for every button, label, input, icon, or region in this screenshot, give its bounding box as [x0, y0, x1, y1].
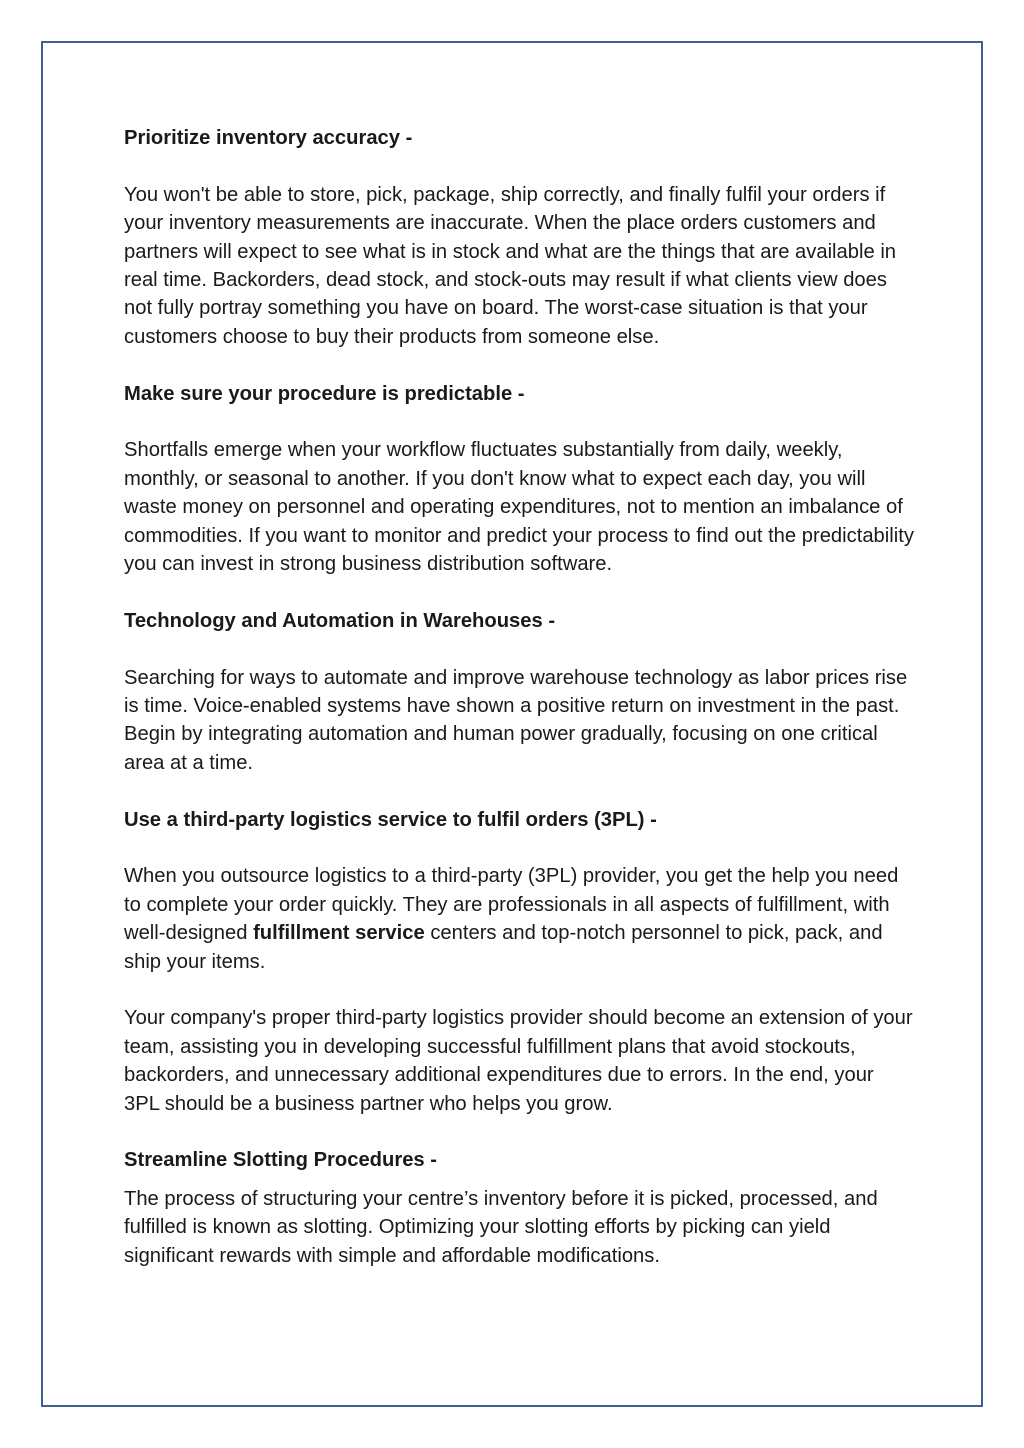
paragraph-text: centers and top-notch personnel to pick, pack, and ship your items. — [124, 922, 883, 973]
section-heading: Technology and Automation in Warehouses - — [124, 609, 556, 632]
section-paragraph: Your company's proper third-party logistics provider should become an extension of your team, assisting you in developing successful fulfillment plans that avoid stockouts, backorders, and unnecessary additional expenditures due to errors. In the end, your 3PL should be a business partner who helps you grow. — [124, 1007, 913, 1115]
section-paragraph: Searching for ways to automate and improve warehouse technology as labor prices rise is time. Voice-enabled systems have shown a positive return on investment in the past. Begin by integrating automation and human power gradually, focusing on one critical area at a time. — [124, 666, 908, 774]
section-heading: Use a third-party logistics service to fulfil orders (3PL) - — [124, 808, 657, 831]
section-heading: Prioritize inventory accuracy - — [124, 127, 413, 149]
section-paragraph — [124, 862, 914, 976]
section-paragraph: Shortfalls emerge when your workflow fluctuates substantially from daily, weekly, monthly, or seasonal to another. If you don't know what to expect each day, you will waste money on personnel and operating expenditures, not to mention an imbalance of commodities. If you want to monitor and predict your process to find out the predictability you can invest in strong business distribution software. — [124, 439, 914, 576]
section-heading: Make sure your procedure is predictable - — [124, 382, 525, 405]
fulfillment-service-link-text: fulfillment service — [253, 922, 425, 945]
document-body — [124, 124, 914, 1270]
paragraph-text: When you outsource logistics to a third-party (3PL) provider, you get the help you need to complete your order quickly. They are professionals in all aspects of fulfillment, with well-designed — [124, 865, 899, 945]
section-paragraph: You won't be able to store, pick, package, ship correctly, and finally fulfil your orders if your inventory measurements are inaccurate. When the place orders customers and partners will expect to see what is in stock and what are the things that are available in real time. Backorders, dead stock, and stock-outs may result if what clients view does not fully portray something you have on board. The worst-case situation is that your customers choose to buy their products from someone else. — [124, 183, 897, 348]
section-heading: Streamline Slotting Procedures - — [124, 1149, 437, 1172]
section-paragraph: The process of structuring your centre’s inventory before it is picked, processed, and fulfilled is known as slotting. Optimizing your slotting efforts by picking can yield significant rewards with simple and affordable modifications. — [124, 1187, 878, 1267]
